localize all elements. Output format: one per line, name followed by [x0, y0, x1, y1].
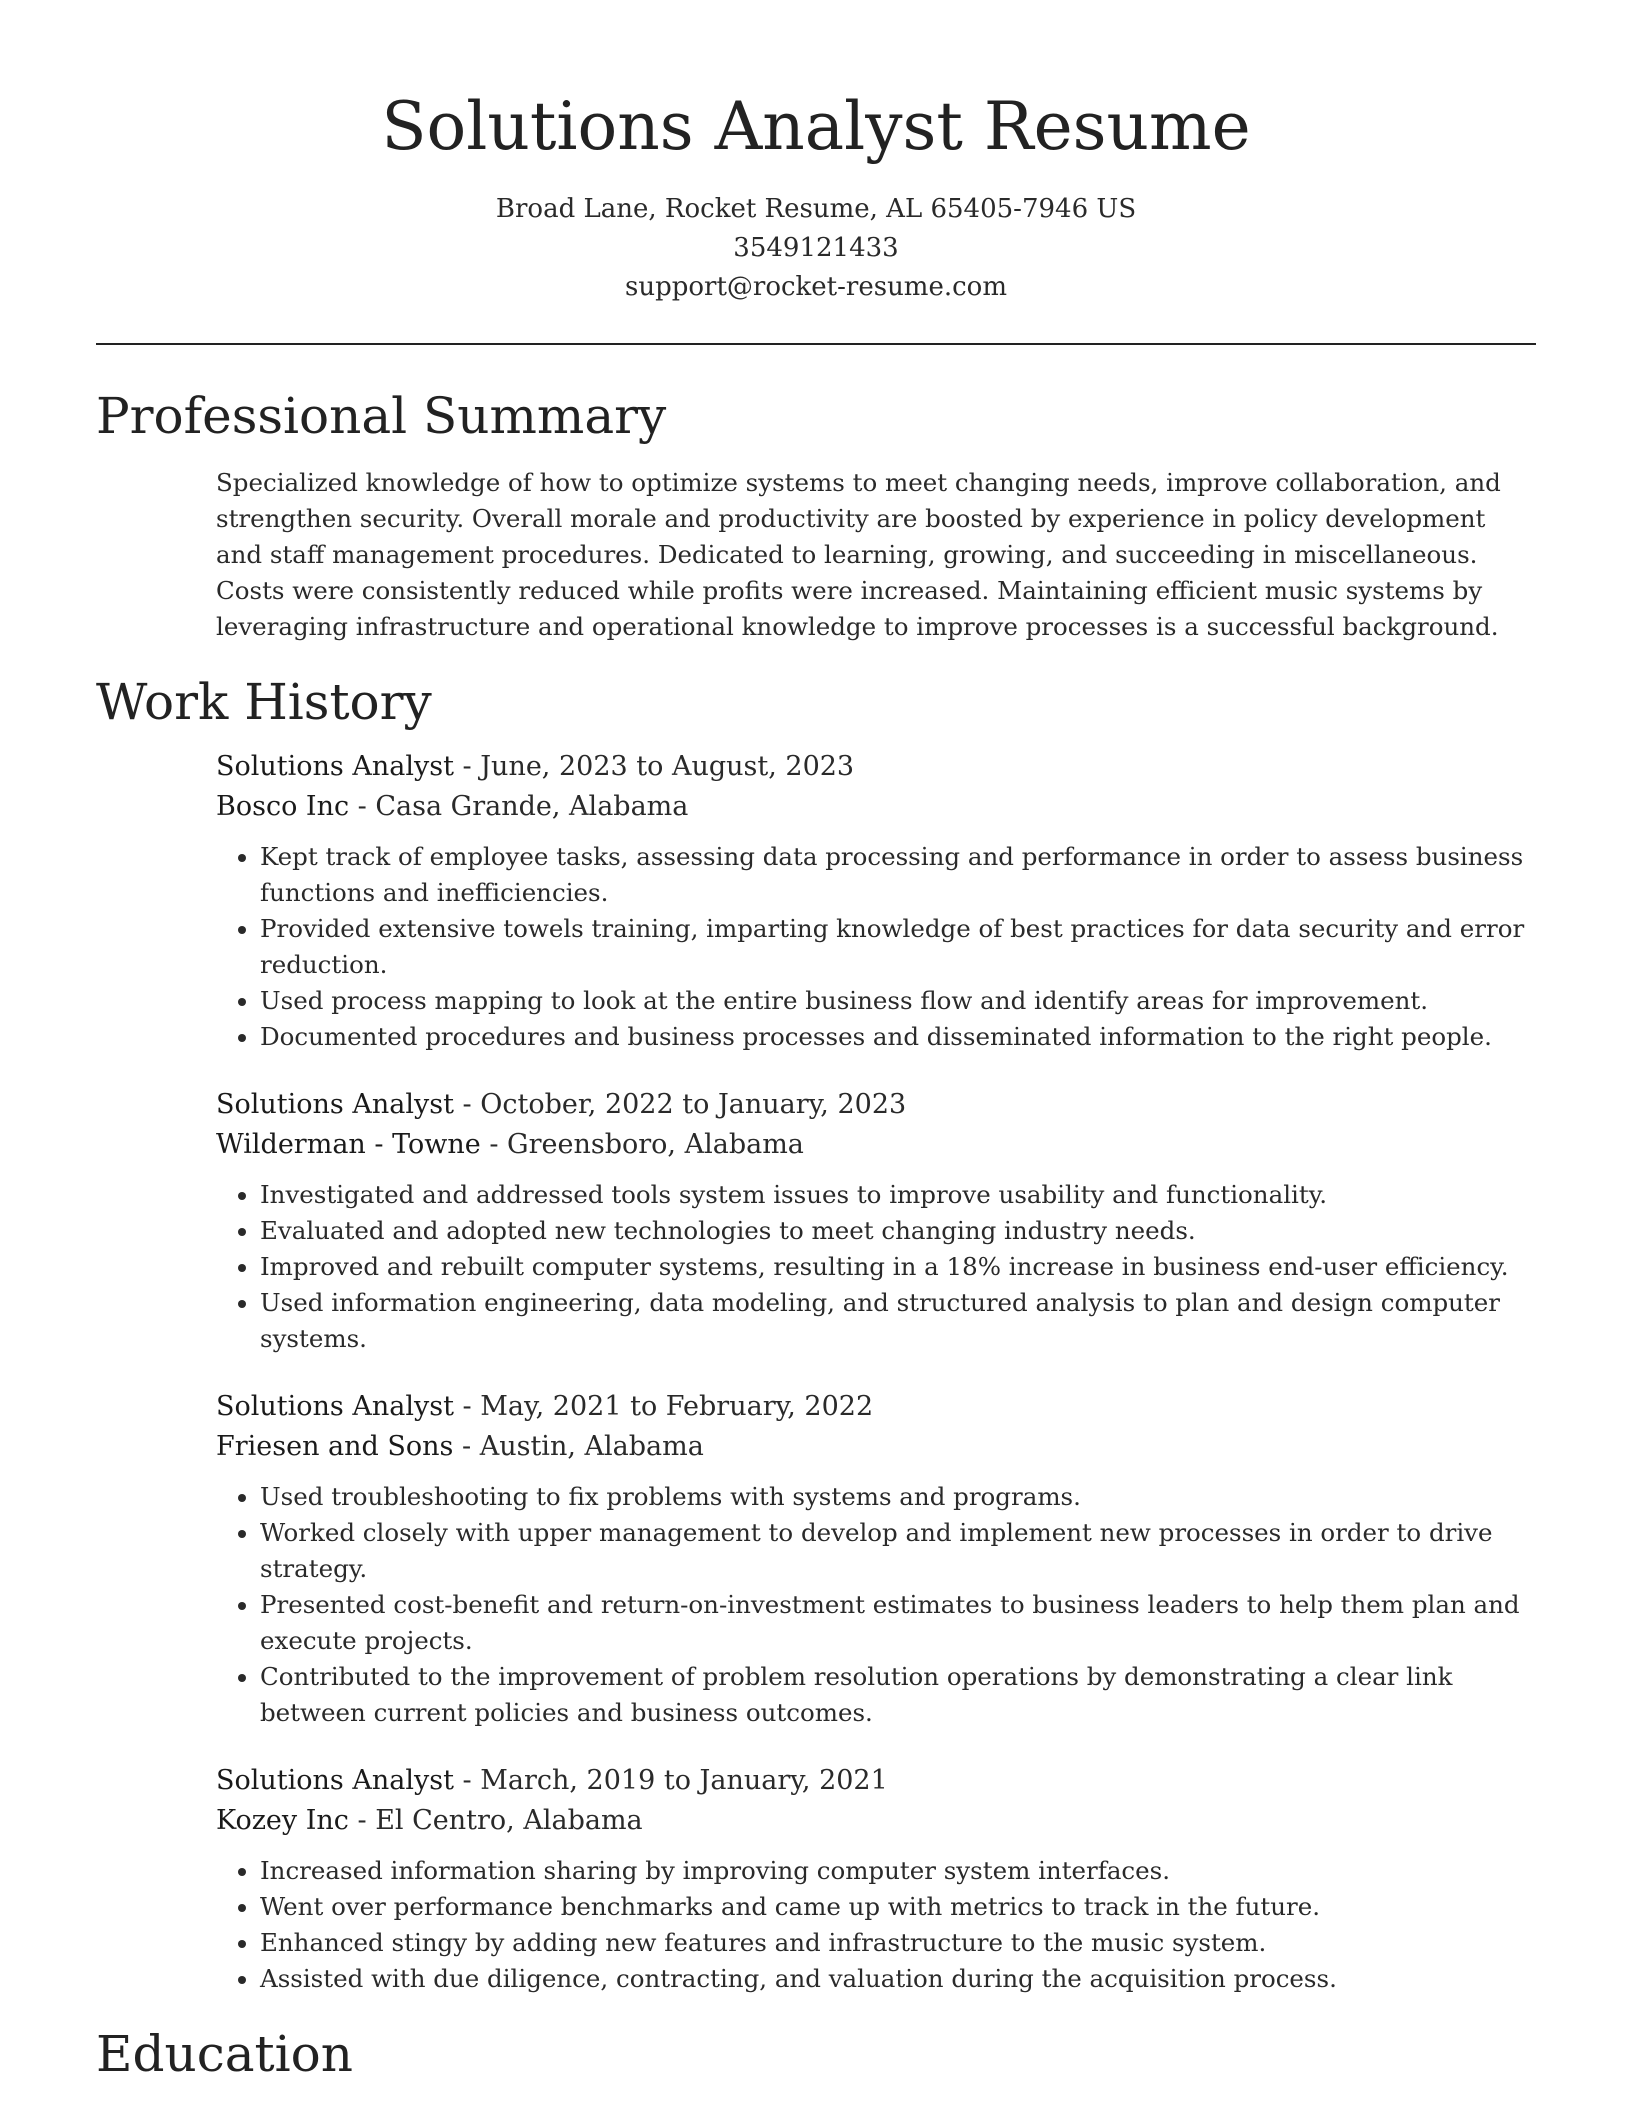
job-bullet: • Investigated and addressed tools system issues to improve usability and functionality. — [260, 1177, 1536, 1213]
job-bullet: • Used information engineering, data modeling, and structured analysis to plan and design computer systems. — [260, 1285, 1536, 1357]
job-title: Solutions Analyst — [216, 751, 454, 782]
contact-block — [96, 190, 1536, 307]
job-location: - Greensboro, Alabama — [480, 1129, 804, 1160]
section-heading-work: Work History — [96, 673, 432, 731]
job-company-line — [216, 787, 1536, 827]
job-entry — [216, 1387, 1536, 1731]
job-dates: - June, 2023 to August, 2023 — [453, 751, 855, 782]
job-title: Solutions Analyst — [216, 1391, 454, 1422]
job-title-line — [216, 1387, 1536, 1427]
job-bullet: • Presented cost-benefit and return-on-investment estimates to business leaders to help them plan and execute projects. — [260, 1587, 1536, 1659]
job-company-line — [216, 1427, 1536, 1467]
summary-text: Specialized knowledge of how to optimize systems to meet changing needs, improve collaboration, and strengthen security. Overall morale and productivity are boosted by experience in policy development and staff management procedures. Dedicated to learning, growing, and succeeding in miscellaneous. Costs were consistently reduced while profits were increased. Maintaining efficient music systems by leveraging infrastructure and operational knowledge to improve processes is a successful background. — [216, 468, 1501, 641]
job-bullet: • Provided extensive towels training, imparting knowledge of best practices for data security and error reduction. — [260, 911, 1536, 983]
job-bullet: • Increased information sharing by improving computer system interfaces. — [260, 1853, 1536, 1889]
section-heading-education: Education — [96, 2025, 353, 2083]
contact-email: support@rocket-resume.com — [624, 272, 1007, 302]
job-bullets — [216, 1479, 1536, 1731]
job-company: Kozey Inc — [216, 1805, 349, 1836]
job-bullet: • Used process mapping to look at the entire business flow and identify areas for improvement. — [260, 983, 1536, 1019]
job-bullet: • Evaluated and adopted new technologies to meet changing industry needs. — [260, 1213, 1536, 1249]
section-heading-summary: Professional Summary — [96, 387, 667, 445]
job-dates: - October, 2022 to January, 2023 — [453, 1089, 907, 1120]
resume-title: Solutions Analyst Resume — [381, 88, 1251, 165]
job-bullet: • Enhanced stingy by adding new features and infrastructure to the music system. — [260, 1925, 1536, 1961]
job-bullets — [216, 839, 1536, 1055]
job-company: Friesen and Sons — [216, 1431, 454, 1462]
job-location: - Austin, Alabama — [453, 1431, 704, 1462]
contact-phone: 3549121433 — [733, 233, 899, 263]
work-history-section — [96, 671, 1536, 1997]
resume-header — [96, 0, 1536, 307]
job-title: Solutions Analyst — [216, 1089, 454, 1120]
job-bullets — [216, 1853, 1536, 1997]
job-dates: - May, 2021 to February, 2022 — [453, 1391, 874, 1422]
job-dates: - March, 2019 to January, 2021 — [453, 1765, 888, 1796]
job-entry — [216, 747, 1536, 1055]
job-bullet: • Used troubleshooting to fix problems with systems and programs. — [260, 1479, 1536, 1515]
job-entry — [216, 1085, 1536, 1357]
job-bullet: • Kept track of employee tasks, assessing data processing and performance in order to assess business functions and inefficiencies. — [260, 839, 1536, 911]
job-bullet: • Assisted with due diligence, contracting, and valuation during the acquisition process. — [260, 1961, 1536, 1997]
contact-address: Broad Lane, Rocket Resume, AL 65405-7946 US — [495, 194, 1137, 224]
education-section — [96, 2023, 1536, 2085]
job-bullet: • Went over performance benchmarks and came up with metrics to track in the future. — [260, 1889, 1536, 1925]
job-title-line — [216, 747, 1536, 787]
job-company: Wilderman - Towne — [216, 1129, 481, 1160]
header-divider — [96, 343, 1536, 345]
job-bullets — [216, 1177, 1536, 1357]
job-entry — [216, 1761, 1536, 1997]
job-title: Solutions Analyst — [216, 1765, 454, 1796]
professional-summary-section — [96, 385, 1536, 645]
job-company-line — [216, 1125, 1536, 1165]
job-company-line — [216, 1801, 1536, 1841]
job-title-line — [216, 1085, 1536, 1125]
job-bullet: • Worked closely with upper management to develop and implement new processes in order to drive strategy. — [260, 1515, 1536, 1587]
job-bullet: • Documented procedures and business processes and disseminated information to the right people. — [260, 1019, 1536, 1055]
job-bullet: • Improved and rebuilt computer systems, resulting in a 18% increase in business end-user efficiency. — [260, 1249, 1536, 1285]
job-title-line — [216, 1761, 1536, 1801]
job-location: - Casa Grande, Alabama — [349, 791, 689, 822]
job-company: Bosco Inc — [216, 791, 350, 822]
job-bullet: • Contributed to the improvement of problem resolution operations by demonstrating a clear link between current policies and business outcomes. — [260, 1659, 1536, 1731]
job-location: - El Centro, Alabama — [348, 1805, 643, 1836]
